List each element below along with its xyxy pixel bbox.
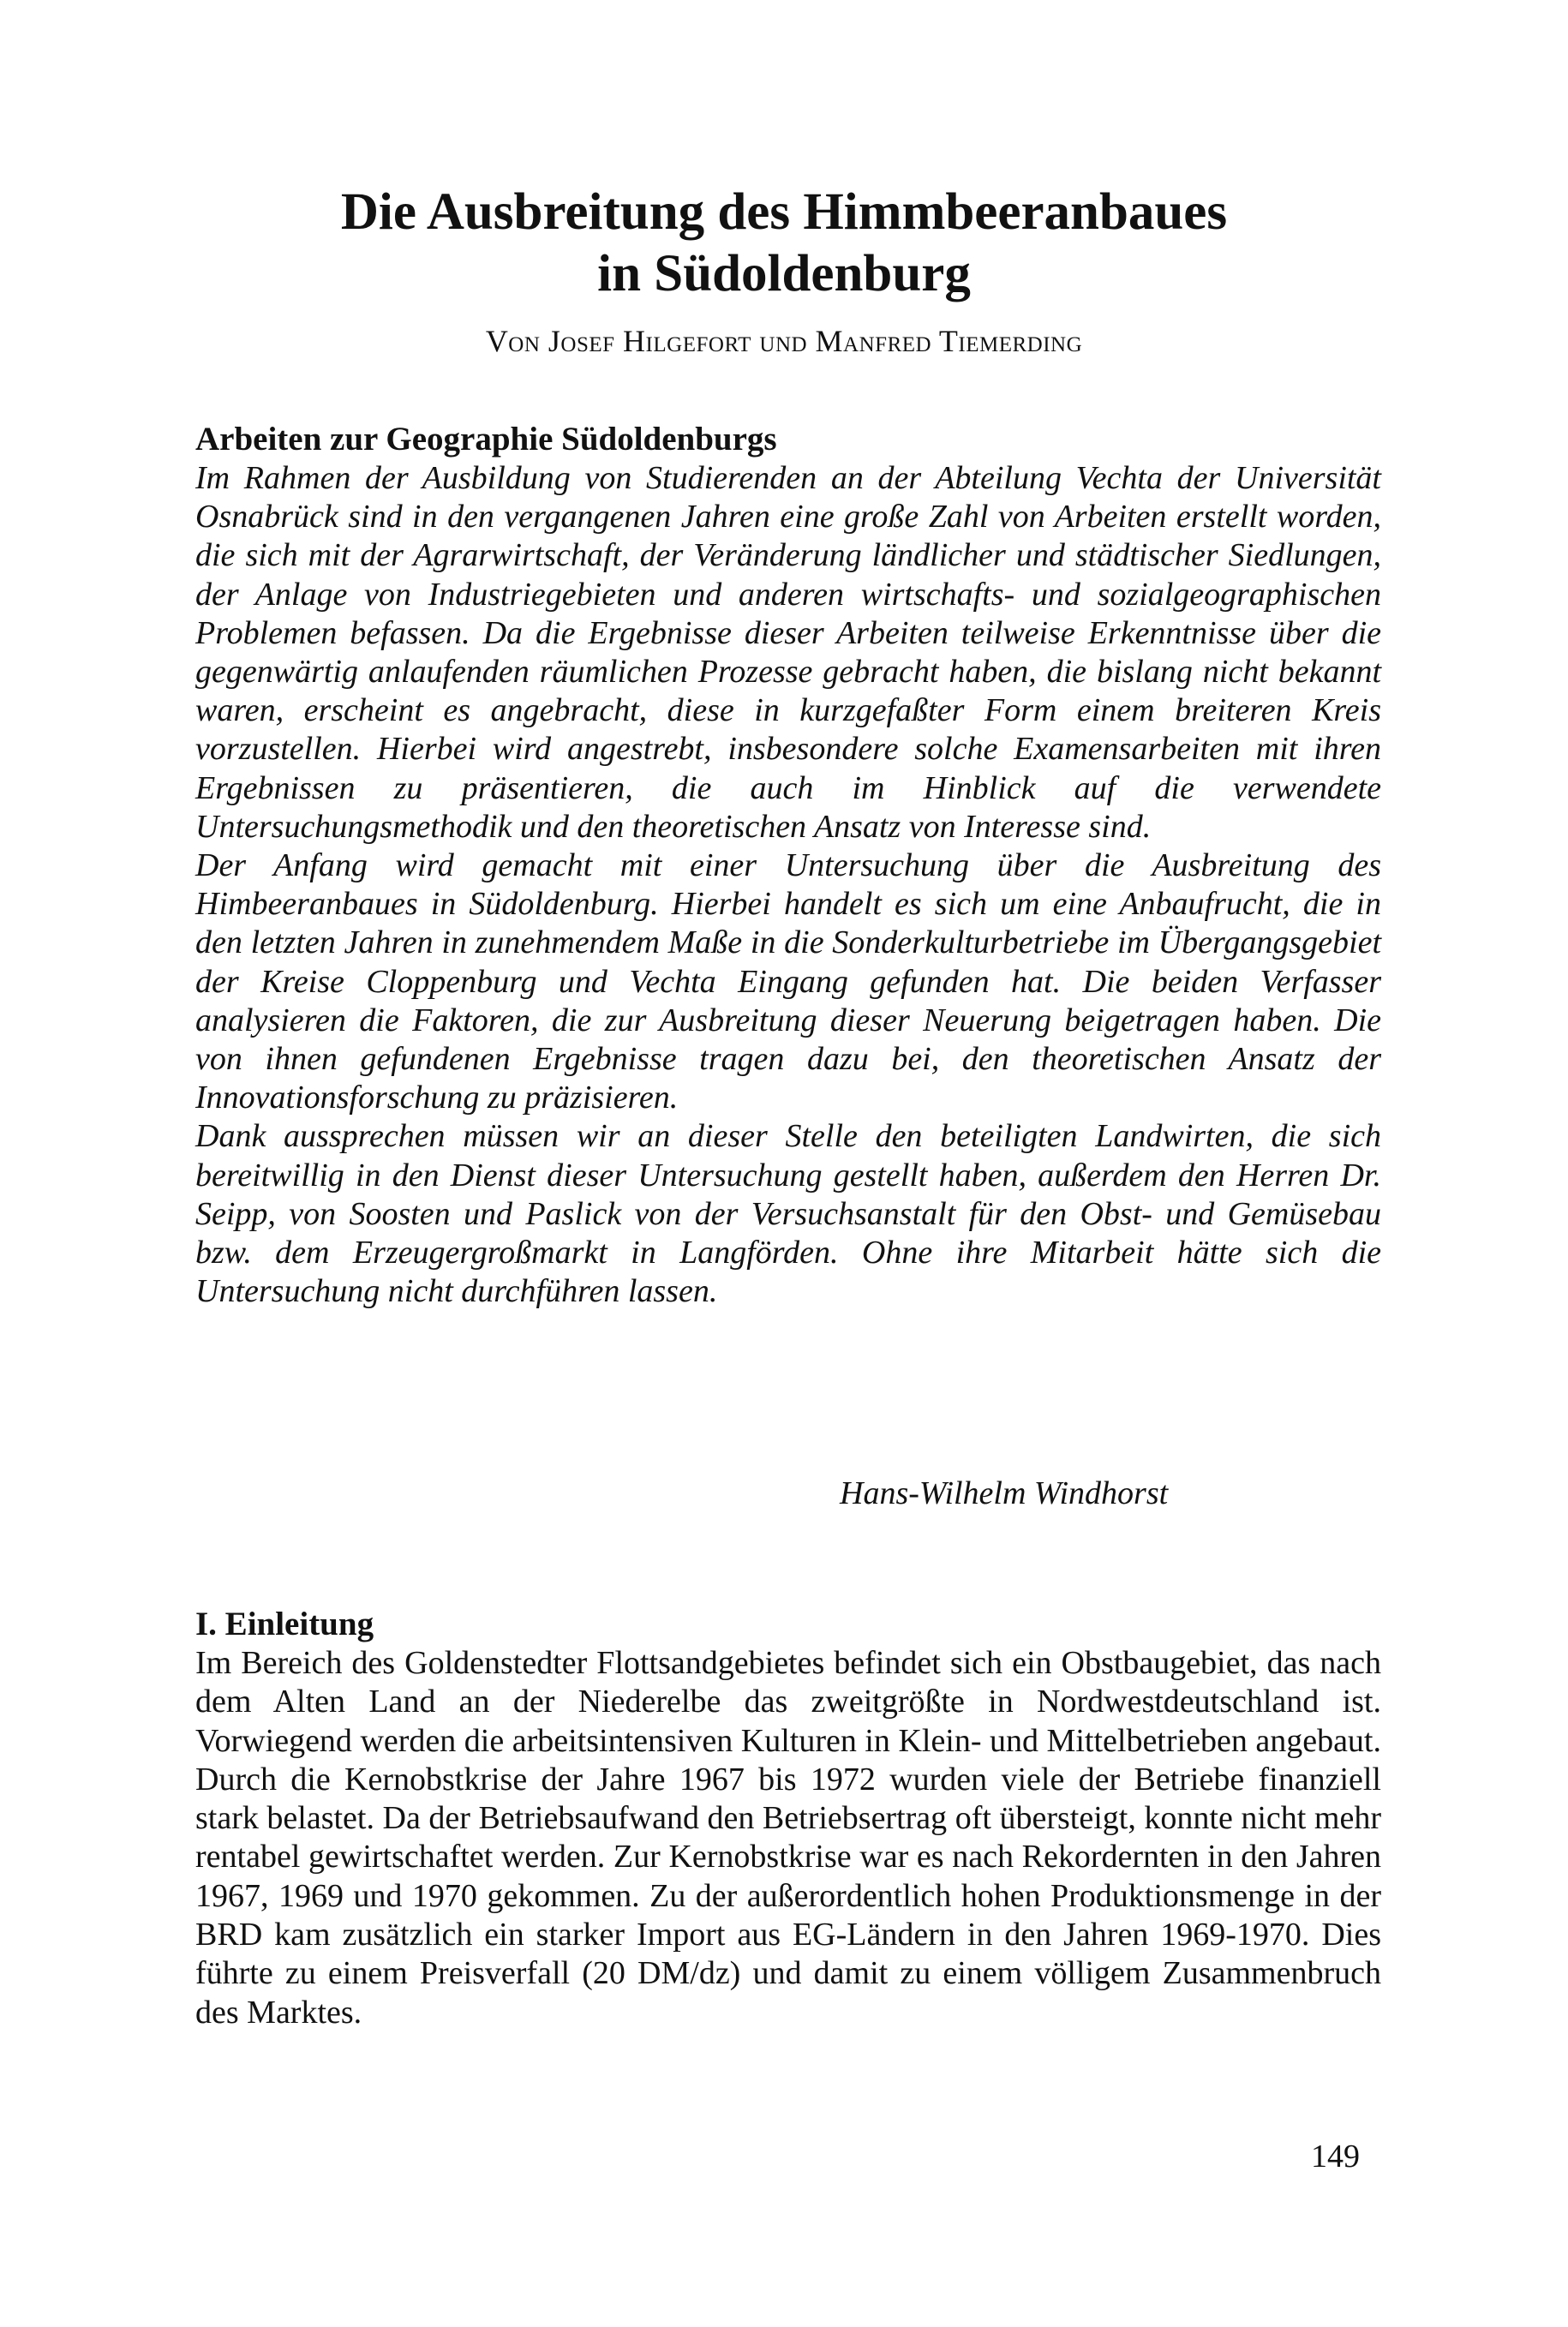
intro-signature: Hans-Wilhelm Windhorst [840, 1475, 1169, 1511]
section-heading: I. Einleitung [195, 1606, 374, 1642]
section-einleitung [195, 1605, 1381, 2032]
intro-section [195, 420, 1381, 1311]
page-number: 149 [1311, 2139, 1360, 2174]
section-paragraph: Im Bereich des Goldenstedter Flottsandgebietes befindet sich ein Obstbaugebiet, das nach dem Alten Land an der Niederelbe das zweitgrößte in Nordwestdeutschland ist. Vorwiegend werden die arbeitsintensiven Kulturen in Klein- und Mittelbetrieben angebaut. Durch die Kernobstkrise der Jahre 1967 bis 1972 wurden viele der Betriebe finanziell stark belastet. Da der Betriebsaufwand den Betriebsertrag oft übersteigt, konnte nicht mehr rentabel gewirtschaftet werden. Zur Kernobstkrise war es nach Rekordernten in den Jahren 1967, 1969 und 1970 gekommen. Zu der außerordentlich hohen Produktionsmenge in der BRD kam zusätzlich ein starker Import aus EG-Ländern in den Jahren 1969-1970. Dies führte zu einem Preisverfall (20 DM/dz) und damit zu einem völligem Zusammenbruch des Marktes. [195, 1645, 1381, 2031]
article-authors: Von Josef Hilgefort und Manfred Tiemerding [485, 324, 1083, 358]
article-title-line-1: Die Ausbreitung des Himmbeeranbaues [340, 183, 1228, 241]
intro-paragraph-1: Im Rahmen der Ausbildung von Studierenden an der Abteilung Vechta der Universität Osnabrück sind in den vergangenen Jahren eine große Zahl von Arbeiten erstellt worden, die sich mit der Agrarwirtschaft, der Veränderung ländlicher und städtischer Siedlungen, der Anlage von Industriegebieten und anderen wirtschafts- und sozialgeographischen Problemen befassen. Da die Ergebnisse dieser Arbeiten teilweise Erkenntnisse über die gegenwärtig anlaufenden räumlichen Prozesse gebracht haben, die bislang nicht bekannt waren, erscheint es angebracht, diese in kurzgefaßter Form einem breiteren Kreis vorzustellen. Hierbei wird angestrebt, insbesondere solche Examensarbeiten mit ihren Ergebnissen zu präsentieren, die auch im Hinblick auf die verwendete Untersuchungsmethodik und den theoretischen Ansatz von Interesse sind. [195, 460, 1381, 845]
article-title-line-2: in Südoldenburg [597, 245, 971, 302]
intro-heading: Arbeiten zur Geographie Südoldenburgs [195, 421, 777, 458]
intro-paragraph-2: Der Anfang wird gemacht mit einer Untersuchung über die Ausbreitung des Himbeeranbaues in Südoldenburg. Hierbei handelt es sich um eine Anbaufrucht, die in den letzten Jahren in zunehmendem Maße in die Sonderkulturbetriebe im Übergangsgebiet der Kreise Cloppenburg und Vechta Eingang gefunden hat. Die beiden Verfasser analysieren die Faktoren, die zur Ausbreitung dieser Neuerung beigetragen haben. Die von ihnen gefundenen Ergebnisse tragen dazu bei, den theoretischen Ansatz der Innovationsforschung zu präzisieren. [195, 847, 1381, 1116]
intro-paragraph-3: Dank aussprechen müssen wir an dieser Stelle den beteiligten Landwirten, die sich bereitwillig in den Dienst dieser Untersuchung gestellt haben, außerdem den Herren Dr. Seipp, von Soosten und Paslick von der Versuchsanstalt für den Obst- und Gemüsebau bzw. dem Erzeugergroßmarkt in Langförden. Ohne ihre Mitarbeit hätte sich die Untersuchung nicht durchführen lassen. [195, 1118, 1381, 1310]
